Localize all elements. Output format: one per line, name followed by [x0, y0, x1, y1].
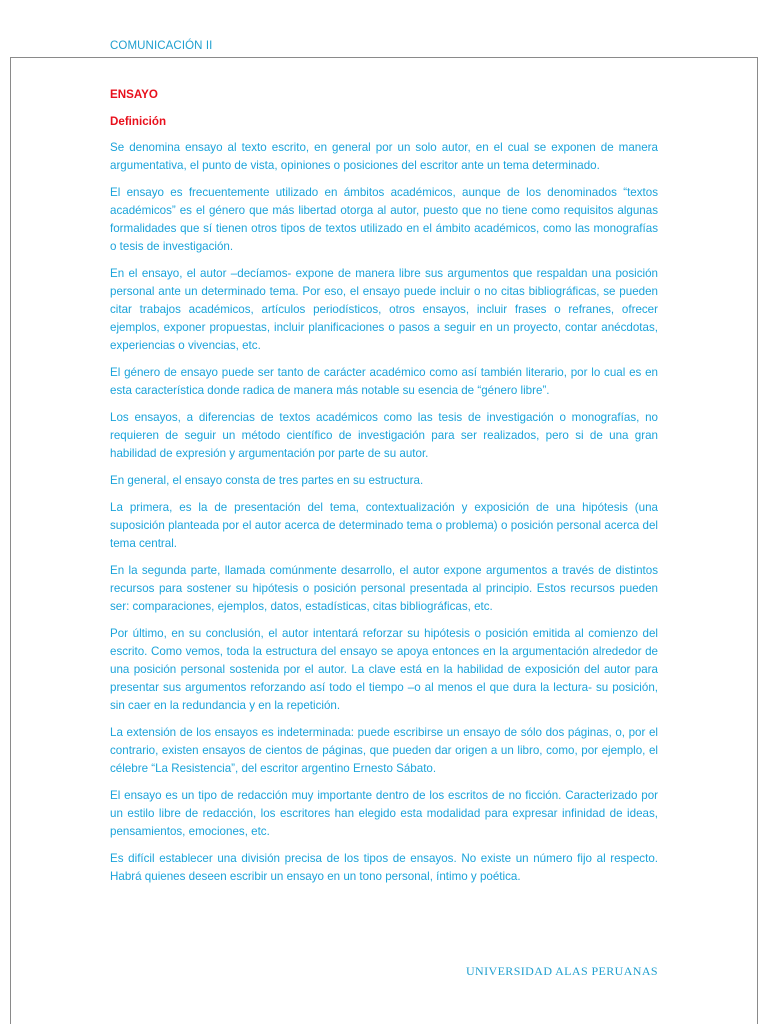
paragraph-7: La primera, es la de presentación del tema, contextualización y exposición de una hipótesis (una suposición planteada por el autor acerca de determinado tema o problema) o posición personal acerca del tema central.: [110, 501, 658, 550]
page-header: COMUNICACIÓN II: [110, 40, 213, 52]
paragraph-1: Se denomina ensayo al texto escrito, en general por un solo autor, en el cual se exponen de manera argumentativa, el punto de vista, opiniones o posiciones del escritor ante un tema determinado.: [110, 141, 658, 172]
document-title: ENSAYO: [110, 88, 158, 101]
paragraph-5: Los ensayos, a diferencias de textos académicos como las tesis de investigación o monografías, no requieren de seguir un método científico de investigación para ser realizados, pero si de una gran habilidad de expresión y argumentación por parte de su autor.: [110, 411, 658, 460]
paragraph-2: El ensayo es frecuentemente utilizado en ámbitos académicos, aunque de los denominados “textos académicos” es el género que más libertad otorga al autor, puesto que no tiene como requisitos algunas formalidades que sí tienen otros tipos de textos utilizado en el ámbito académicos, como las monografías o tesis de investigación.: [110, 186, 658, 253]
section-heading: Definición: [110, 115, 167, 128]
paragraph-9: Por último, en su conclusión, el autor intentará reforzar su hipótesis o posición emitida al comienzo del escrito. Como vemos, toda la estructura del ensayo se apoya entonces en la argumentación alrededor de una posición personal sostenida por el autor. La clave está en la habilidad de exposición del autor para presentar sus argumentos reforzando así todo el tiempo –o al menos el que dura la lectura- su posición, sin caer en la redundancia y en la repetición.: [110, 627, 658, 712]
paragraph-11: El ensayo es un tipo de redacción muy importante dentro de los escritos de no ficción. Caracterizado por un estilo libre de redacción, los escritores han elegido esta modalidad para expresar infinidad de ideas, pensamientos, emociones, etc.: [110, 789, 658, 838]
paragraph-4: El género de ensayo puede ser tanto de carácter académico como así también literario, por lo cual es en esta característica donde radica de manera más notable su esencia de “género libre”.: [110, 366, 658, 397]
paragraph-12: Es difícil establecer una división precisa de los tipos de ensayos. No existe un número fijo al respecto. Habrá quienes deseen escribir un ensayo en un tono personal, íntimo y poética.: [110, 852, 658, 883]
paragraph-3: En el ensayo, el autor –decíamos- expone de manera libre sus argumentos que respaldan una posición personal ante un determinado tema. Por eso, el ensayo puede incluir o no citas bibliográficas, se pueden citar trabajos académicos, artículos periodísticos, otros ensayos, incluir frases o refranes, ofrecer ejemplos, exponer propuestas, incluir planificaciones o pasos a seguir en un proyecto, contar anécdotas, experiencias o vivencias, etc.: [110, 267, 658, 352]
paragraph-6: En general, el ensayo consta de tres partes en su estructura.: [110, 474, 424, 487]
paragraph-8: En la segunda parte, llamada comúnmente desarrollo, el autor expone argumentos a través de distintos recursos para sostener su hipótesis o posición personal presentada al principio. Estos recursos pueden ser: comparaciones, ejemplos, datos, estadísticas, citas bibliográficas, etc.: [110, 564, 658, 613]
document-body: [110, 86, 658, 895]
page-footer: UNIVERSIDAD ALAS PERUANAS: [465, 964, 658, 978]
paragraph-10: La extensión de los ensayos es indeterminada: puede escribirse un ensayo de sólo dos páginas, o, por el contrario, existen ensayos de cientos de páginas, que pueden dar origen a un libro, como, por ejemplo, el célebre “La Resistencia”, del escritor argentino Ernesto Sábato.: [110, 726, 658, 775]
